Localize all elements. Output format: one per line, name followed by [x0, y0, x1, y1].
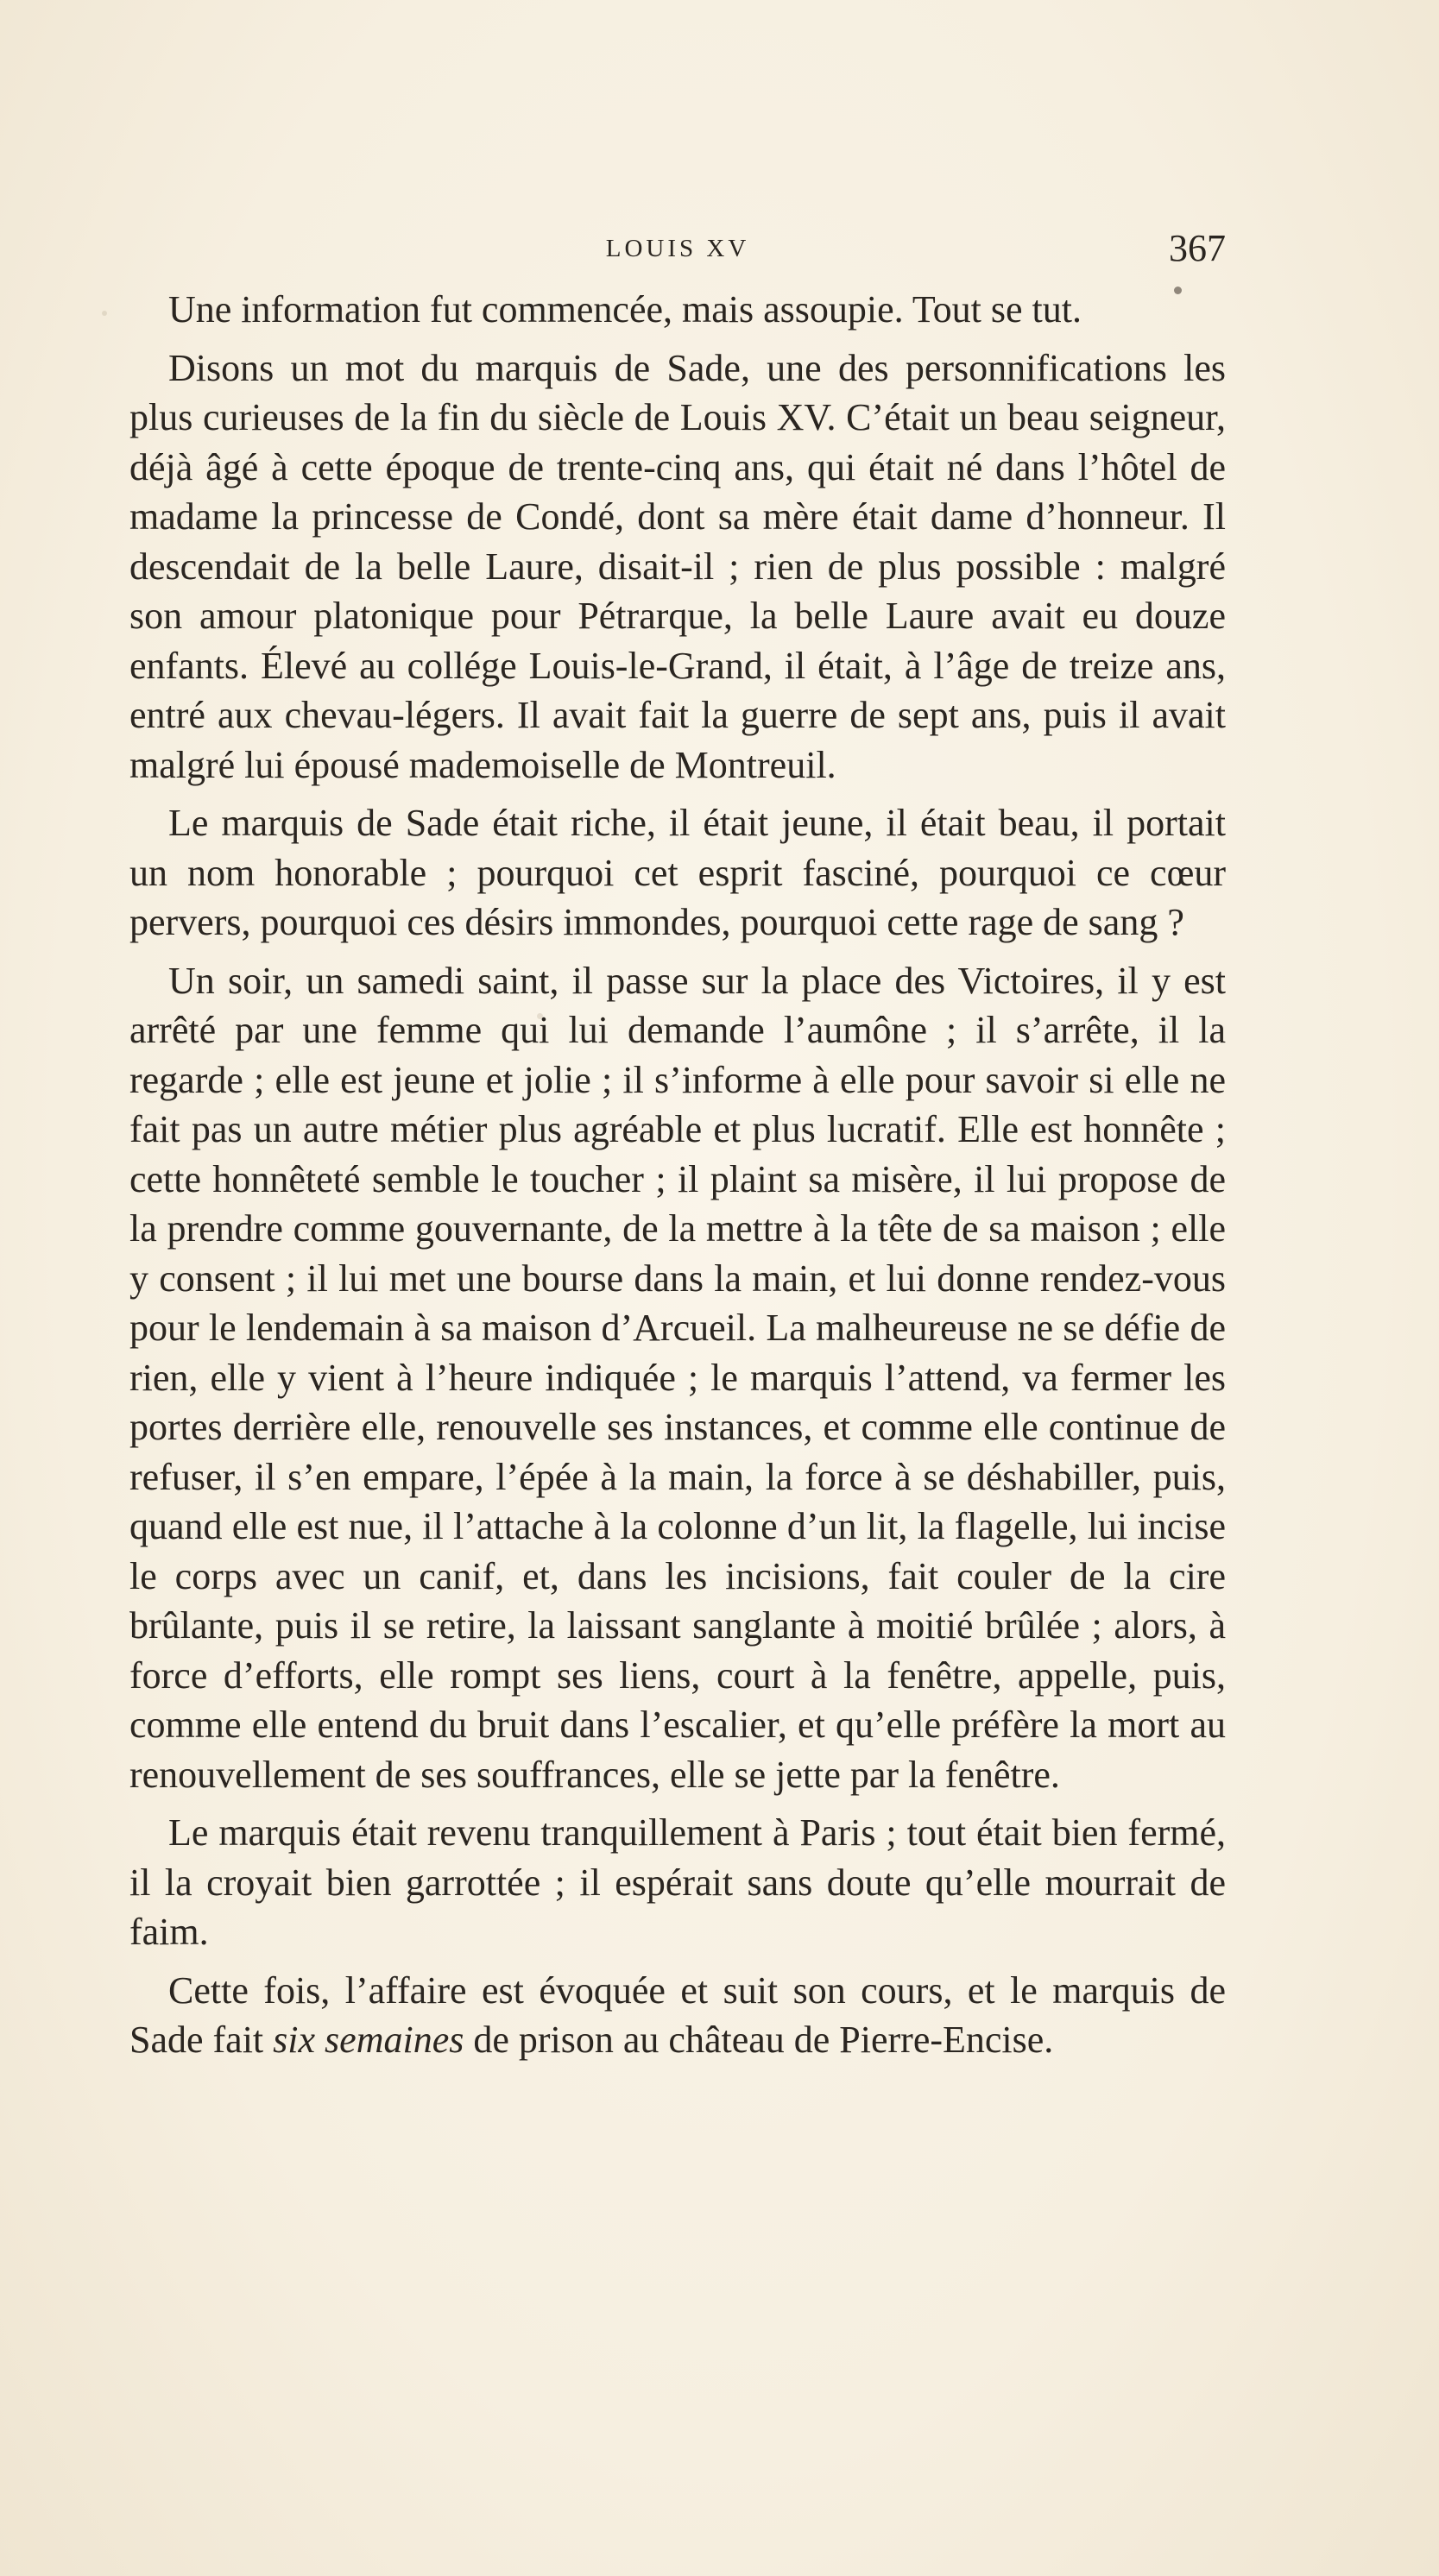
ink-speck — [102, 311, 107, 316]
body-text — [129, 285, 1226, 2065]
paragraph-1: Une information fut commencée, mais assoupie. Tout se tut. — [168, 288, 1082, 331]
paragraph-2: Disons un mot du marquis de Sade, une des personnifications les plus curieuses de la fin du siècle de Louis XV. C’était un beau seigneur, déjà âgé à cette époque de trente-cinq ans, qui était né dans l’hôtel de madame la princesse de Condé, dont sa mère était dame d’honneur. Il descendait de la belle Laure, disait-il ; rien de plus possible : malgré son amour platonique pour Pétrarque, la belle Laure avait eu douze enfants. Élevé au collége Louis-le-Grand, il était, à l’âge de treize ans, entré aux chevau-légers. Il avait fait la guerre de sept ans, puis il avait malgré lui épousé mademoiselle de Montreuil. — [129, 346, 1226, 786]
emphasis-text: six semaines — [273, 2019, 464, 2061]
ink-speck — [1174, 287, 1182, 294]
page-header — [129, 226, 1226, 278]
paragraph-6-end: de prison au château de Pierre-Encise. — [464, 2019, 1054, 2061]
running-head: LOUIS XV — [605, 235, 750, 262]
ink-speck — [537, 1013, 543, 1019]
paragraph-6 — [129, 1966, 1226, 2065]
page-number: 367 — [1169, 227, 1226, 269]
paragraph-5: Le marquis était revenu tranquillement à Paris ; tout était bien fermé, il la croyait bien garrottée ; il espérait sans doute qu’elle mourrait de faim. — [129, 1811, 1226, 1953]
paragraph-4: Un soir, un samedi saint, il passe sur la place des Victoires, il y est arrêté par une femme qui lui demande l’aumône ; il s’arrête, il la regarde ; elle est jeune et jolie ; il s’informe à elle pour savoir si elle ne fait pas un autre métier plus agréable et plus lucratif. Elle est honnête ; cette honnêteté semble le toucher ; il plaint sa misère, il lui propose de la prendre comme gouvernante, de la mettre à la tête de sa maison ; elle y consent ; il lui met une bourse dans la main, et lui donne rendez-vous pour le lendemain à sa maison d’Arcueil. La malheureuse ne se défie de rien, elle y vient à l’heure indiquée ; le marquis l’attend, va fermer les portes derrière elle, renouvelle ses instances, et comme elle continue de refuser, il s’en empare, l’épée à la main, la force à se déshabiller, puis, quand elle est nue, il l’attache à la colonne d’un lit, la flagelle, lui incise le corps avec un canif, et, dans les incisions, fait couler de la cire brûlante, puis il se retire, la laissant sanglante à moitié brûlée ; alors, à force d’efforts, elle rompt ses liens, court à la fenêtre, appelle, puis, comme elle entend du bruit dans l’escalier, et qu’elle préfère la mort au renouvellement de ses souffrances, elle se jette par la fenêtre. — [129, 959, 1226, 1796]
paragraph-6-start: Cette fois, l’affaire est évoquée et suit son cours, et le marquis de Sade fait — [129, 1968, 1226, 2061]
paragraph-3: Le marquis de Sade était riche, il était jeune, il était beau, il portait un nom honorable ; pourquoi cet esprit fasciné, pourquoi ce cœur pervers, pourquoi ces désirs immondes, pourquoi cette rage de sang ? — [129, 802, 1226, 943]
